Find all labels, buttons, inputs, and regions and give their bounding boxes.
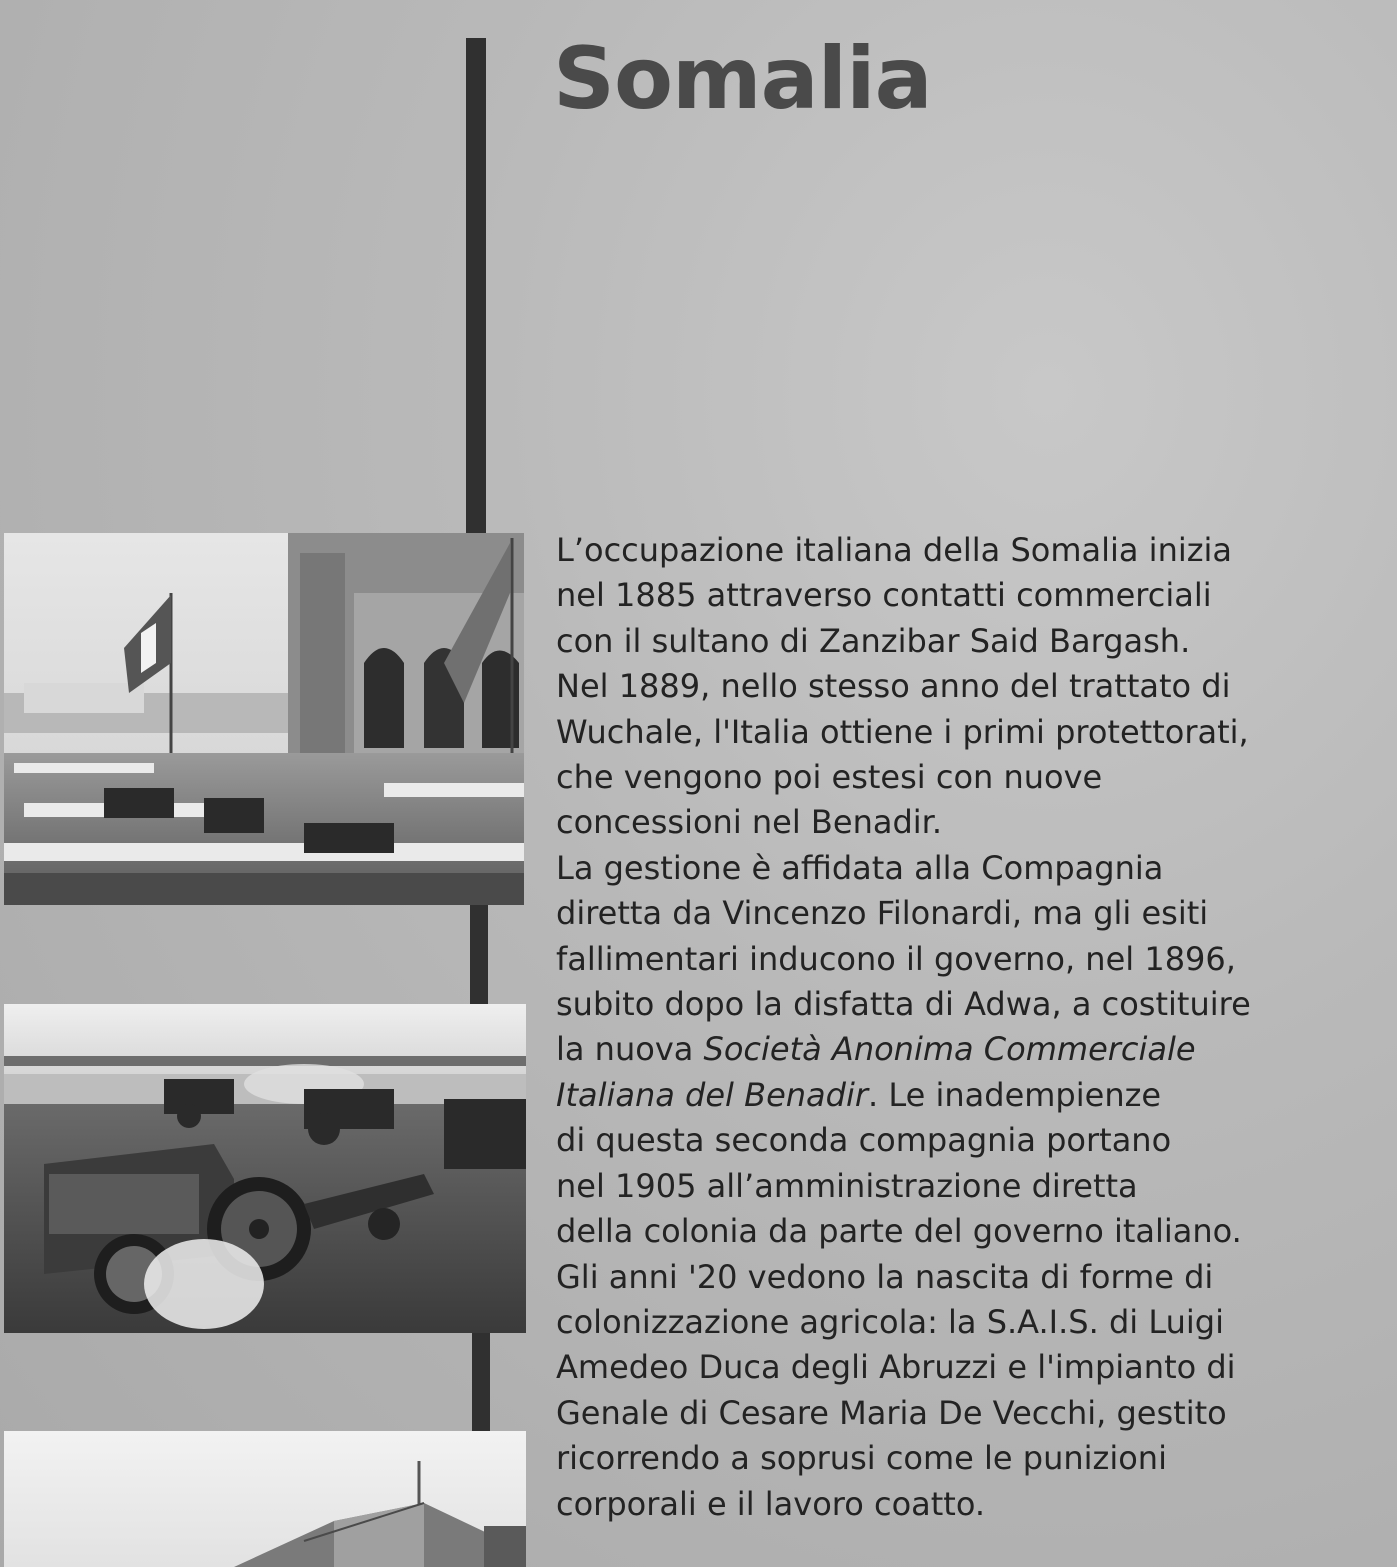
company-name-italic-cont: Italiana del Benadir xyxy=(556,1075,868,1114)
timeline-bar-bottom xyxy=(472,1333,490,1433)
body-line: di questa seconda compagnia portano xyxy=(556,1121,1172,1160)
body-line: nel 1885 attraverso contatti commerciali xyxy=(556,576,1212,615)
body-line: colonizzazione agricola: la S.A.I.S. di Luigi xyxy=(556,1302,1224,1341)
body-line-company-name-cont xyxy=(556,1073,1386,1118)
body-line-company-name xyxy=(556,1027,1386,1072)
body-line: Gli anni '20 vedono la nascita di forme di xyxy=(556,1257,1214,1296)
body-line-suffix: . Le inadempienze xyxy=(868,1075,1162,1114)
body-line: Amedeo Duca degli Abruzzi e l'impianto di xyxy=(556,1348,1236,1387)
body-line: L’occupazione italiana della Somalia inizia xyxy=(556,531,1233,569)
body-line: fallimentari inducono il governo, nel 1896, xyxy=(556,939,1236,978)
body-line: corporali e il lavoro coatto. xyxy=(556,1484,986,1523)
photo-huts-image xyxy=(4,1431,526,1567)
body-line: concessioni nel Benadir. xyxy=(556,803,943,842)
timeline-bar-top xyxy=(466,38,486,538)
photo-ceremony xyxy=(4,533,524,905)
body-line: Wuchale, l'Italia ottiene i primi protettorati, xyxy=(556,712,1249,751)
body-line: diretta da Vincenzo Filonardi, ma gli esiti xyxy=(556,894,1209,933)
photo-tractors-image xyxy=(4,1004,526,1333)
body-line-prefix: la nuova xyxy=(556,1030,704,1069)
body-line: Genale di Cesare Maria De Vecchi, gestito xyxy=(556,1393,1227,1432)
page-title: Somalia xyxy=(553,29,932,129)
body-line: subito dopo la disfatta di Adwa, a costituire xyxy=(556,985,1251,1024)
body-line: nel 1905 all’amministrazione diretta xyxy=(556,1166,1138,1205)
photo-ceremony-image xyxy=(4,533,524,905)
body-line: La gestione è affidata alla Compagnia xyxy=(556,848,1164,887)
body-text xyxy=(556,528,1386,1527)
company-name-italic: Società Anonima Commerciale xyxy=(703,1030,1196,1069)
photo-tractors xyxy=(4,1004,526,1333)
body-line: ricorrendo a soprusi come le punizioni xyxy=(556,1439,1167,1478)
body-line: che vengono poi estesi con nuove xyxy=(556,758,1103,797)
body-line: della colonia da parte del governo italiano. xyxy=(556,1212,1242,1251)
photo-huts xyxy=(4,1431,526,1567)
timeline-bar-middle xyxy=(470,905,488,1005)
body-line: con il sultano di Zanzibar Said Bargash. xyxy=(556,621,1191,660)
body-line: Nel 1889, nello stesso anno del trattato di xyxy=(556,667,1231,706)
